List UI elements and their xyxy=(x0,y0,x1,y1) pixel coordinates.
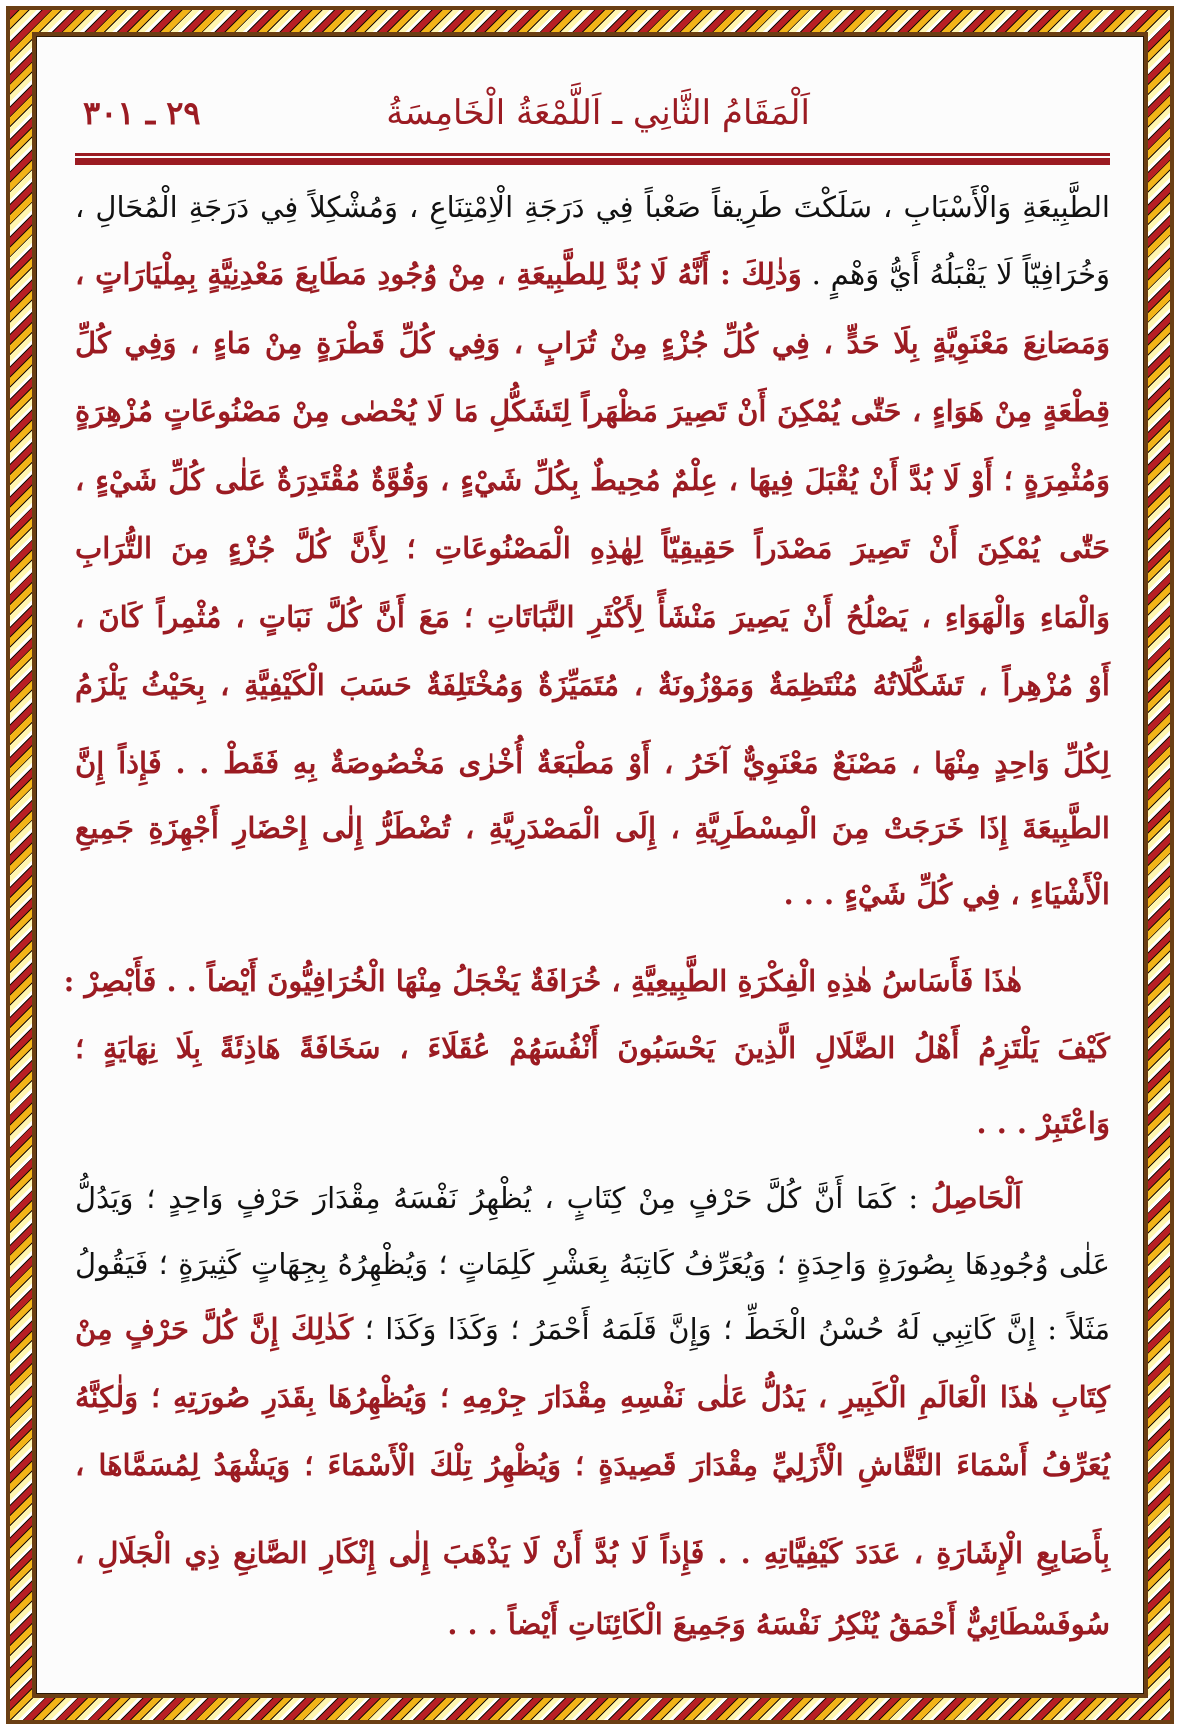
highlighted-text: أَوْ مُزْهِراً ، تَشَكُّلَاتُهُ مُنْتَظِمَةٌ وَمَوْزُونَةٌ ، مُتَمَيِّزَةٌ وَمُخْتَلِفَةٌ حَسَبَ الْكَيْفِيَّةِ ، بِحَيْثُ يَلْزَمُ xyxy=(75,668,1110,702)
body-text-span: مَثَلاً : إِنَّ كَاتِبِي لَهُ حُسْنُ الْخَطِّ ؛ وَإِنَّ قَلَمَهُ أَحْمَرُ ؛ وَكَذَا وَكَذَا ؛ xyxy=(353,1312,1110,1346)
highlighted-text: كَذٰلِكَ إِنَّ كُلَّ حَرْفٍ مِنْ xyxy=(75,1312,354,1346)
highlighted-text: الْأَشْيَاءِ ، فِي كُلِّ شَيْءٍ . . . xyxy=(783,877,1110,911)
highlighted-text: لِكُلِّ وَاحِدٍ مِنْهَا ، مَصْنَعٌ مَعْنَوِيٌّ آخَرُ ، أَوْ مَطْبَعَةٌ أُخْرٰى مَخْصُوصَةٌ بِهِ فَقَطْ . . فَإِذاً إِنَّ xyxy=(75,746,1110,780)
highlighted-text: كَيْفَ يَلْتَزِمُ أَهْلُ الضَّلَالِ الَّذِينَ يَحْسَبُونَ أَنْفُسَهُمْ عُقَلَاءَ ، سَخَافَةً هَاذِئَةً بِلَا نِهَايَةٍ ؛ xyxy=(75,1031,1110,1065)
highlighted-text: سُوفَسْطَائِيٌّ أَحْمَقُ يُنْكِرُ نَفْسَهُ وَجَمِيعَ الْكَائِنَاتِ أَيْضاً . . . xyxy=(447,1607,1110,1641)
paragraph-3-line xyxy=(75,1523,1110,1583)
page-number: ٢٩ ـ ٣٠١ xyxy=(83,94,201,132)
highlighted-text: يُعَرِّفُ أَسْمَاءَ النَّقَّاشِ الْأَزَلِيِّ مِقْدَارَ قَصِيدَةٍ ؛ وَيُظْهِرُ تِلْكَ الْأَسْمَاءَ ؛ وَيَشْهَدُ لِمُسَمَّاهَا ، xyxy=(75,1448,1110,1482)
paragraph-3-line xyxy=(75,1367,1110,1427)
paragraph-3-line xyxy=(75,1435,1110,1495)
body-text-span: وَخُرَافِيّاً لَا يَقْبَلُهُ أَيُّ وَهْمٍ . xyxy=(801,257,1110,291)
paragraph-2-line xyxy=(75,1018,1110,1078)
paragraph-1-line xyxy=(75,798,1110,858)
paragraph-3-line xyxy=(75,1168,1110,1228)
highlighted-text: اَلْحَاصِلُ xyxy=(930,1181,1022,1215)
highlighted-text: حَتّٰى يُمْكِنَ أَنْ تَصِيرَ مَصْدَراً حَقِيقِيّاً لِهٰذِهِ الْمَصْنُوعَاتِ ؛ لِأَنَّ كُلَّ جُزْءٍ مِنَ التُّرَابِ xyxy=(75,531,1110,565)
page-title: اَلْمَقَامُ الثَّانِي ـ اَللَّمْعَةُ الْخَامِسَةُ xyxy=(386,93,810,133)
paragraph-1-line xyxy=(75,177,1110,237)
paragraph-1-line xyxy=(75,381,1110,441)
paragraph-3-line xyxy=(75,1299,1110,1359)
paragraph-1-line xyxy=(75,655,1110,715)
paragraph-3-line xyxy=(75,1594,1110,1654)
paragraph-1-line xyxy=(75,313,1110,373)
paragraph-1-line xyxy=(75,587,1110,647)
header-divider-thin xyxy=(75,153,1110,156)
highlighted-text: وَالْمَاءِ وَالْهَوَاءِ ، يَصْلُحُ أَنْ يَصِيرَ مَنْشَأً لِأَكْثَرِ النَّبَاتَاتِ ؛ مَعَ أَنَّ كُلَّ نَبَاتٍ ، مُثْمِراً كَانَ ، xyxy=(75,600,1110,634)
paragraph-1-line xyxy=(75,733,1110,793)
paragraph-1-line xyxy=(75,450,1110,510)
paragraph-2-line xyxy=(63,951,1110,1011)
page-content xyxy=(63,0,1110,1733)
paragraph-1-line xyxy=(75,518,1110,578)
body-text-span: : كَمَا أَنَّ كُلَّ حَرْفٍ مِنْ كِتَابٍ ، يُظْهِرُ نَفْسَهُ مِقْدَارَ حَرْفٍ وَاحِدٍ ؛ وَيَدُلُّ xyxy=(75,1181,931,1215)
header-divider-thick xyxy=(75,158,1110,165)
highlighted-text: هٰذَا فَأَسَاسُ هٰذِهِ الْفِكْرَةِ الطَّبِيعِيَّةِ ، خُرَافَةٌ يَخْجَلُ مِنْهَا الْخُرَافِيُّونَ أَيْضاً . . فَأَبْصِرْ : xyxy=(63,964,1022,998)
highlighted-text: وَذٰلِكَ : أَنَّهُ لَا بُدَّ لِلطَّبِيعَةِ ، مِنْ وُجُودِ مَطَابِعَ مَعْدِنِيَّةٍ بِمِلْيَارَاتٍ ، xyxy=(75,257,802,291)
highlighted-text: بِأَصَابِعِ الْإِشَارَةِ ، عَدَدَ كَيْفِيَّاتِهِ . . فَإِذاً لَا بُدَّ أَنْ لَا يَذْهَبَ إِلٰى إِنْكَارِ الصَّانِعِ ذِي الْجَلَالِ ، xyxy=(75,1536,1110,1570)
page-header xyxy=(75,88,1110,138)
highlighted-text: كِتَابِ هٰذَا الْعَالَمِ الْكَبِيرِ ، يَدُلُّ عَلٰى نَفْسِهِ مِقْدَارَ جِرْمِهِ ؛ وَيُظْهِرُهَا بِقَدَرِ صُورَتِهِ ؛ وَلٰكِنَّهُ xyxy=(75,1380,1110,1414)
paragraph-1-line xyxy=(75,244,1110,304)
paragraph-2-line xyxy=(75,1093,1110,1153)
highlighted-text: قِطْعَةٍ مِنْ هَوَاءٍ ، حَتّٰى يُمْكِنَ أَنْ تَصِيرَ مَظْهَراً لِتَشَكُّلِ مَا لَا يُحْصٰى مِنْ مَصْنُوعَاتٍ مُزْهِرَةٍ xyxy=(75,394,1110,428)
body-text-span: الطَّبِيعَةِ وَالْأَسْبَابِ ، سَلَكْتَ طَرِيقاً صَعْباً فِي دَرَجَةِ الْاِمْتِنَاعِ ، وَمُشْكِلاً فِي دَرَجَةِ الْمُحَالِ ، xyxy=(75,190,1110,224)
highlighted-text: وَمَصَانِعَ مَعْنَوِيَّةٍ بِلَا حَدٍّ ، فِي كُلِّ جُزْءٍ مِنْ تُرَابٍ ، وَفِي كُلِّ قَطْرَةٍ مِنْ مَاءٍ ، وَفِي كُلِّ xyxy=(75,326,1110,360)
highlighted-text: وَمُثْمِرَةٍ ؛ أَوْ لَا بُدَّ أَنْ يُقْبَلَ فِيهَا ، عِلْمٌ مُحِيطٌ بِكُلِّ شَيْءٍ ، وَقُوَّةٌ مُقْتَدِرَةٌ عَلٰى كُلِّ شَيْءٍ ، xyxy=(75,463,1110,497)
highlighted-text: الطَّبِيعَةَ إِذَا خَرَجَتْ مِنَ الْمِسْطَرِيَّةِ ، إِلَى الْمَصْدَرِيَّةِ ، تُضْطَرُّ إِلٰى إِحْضَارِ أَجْهِزَةِ جَمِيعِ xyxy=(75,811,1110,845)
body-text-span: عَلٰى وُجُودِهَا بِصُورَةٍ وَاحِدَةٍ ؛ وَيُعَرِّفُ كَاتِبَهُ بِعَشْرِ كَلِمَاتٍ ؛ وَيُظْهِرُهُ بِجِهَاتٍ كَثِيرَةٍ ؛ فَيَقُولُ xyxy=(75,1247,1110,1281)
highlighted-text: وَاعْتَبِرْ . . . xyxy=(976,1106,1110,1140)
paragraph-3-line xyxy=(75,1234,1110,1294)
paragraph-1-line xyxy=(75,864,1110,924)
